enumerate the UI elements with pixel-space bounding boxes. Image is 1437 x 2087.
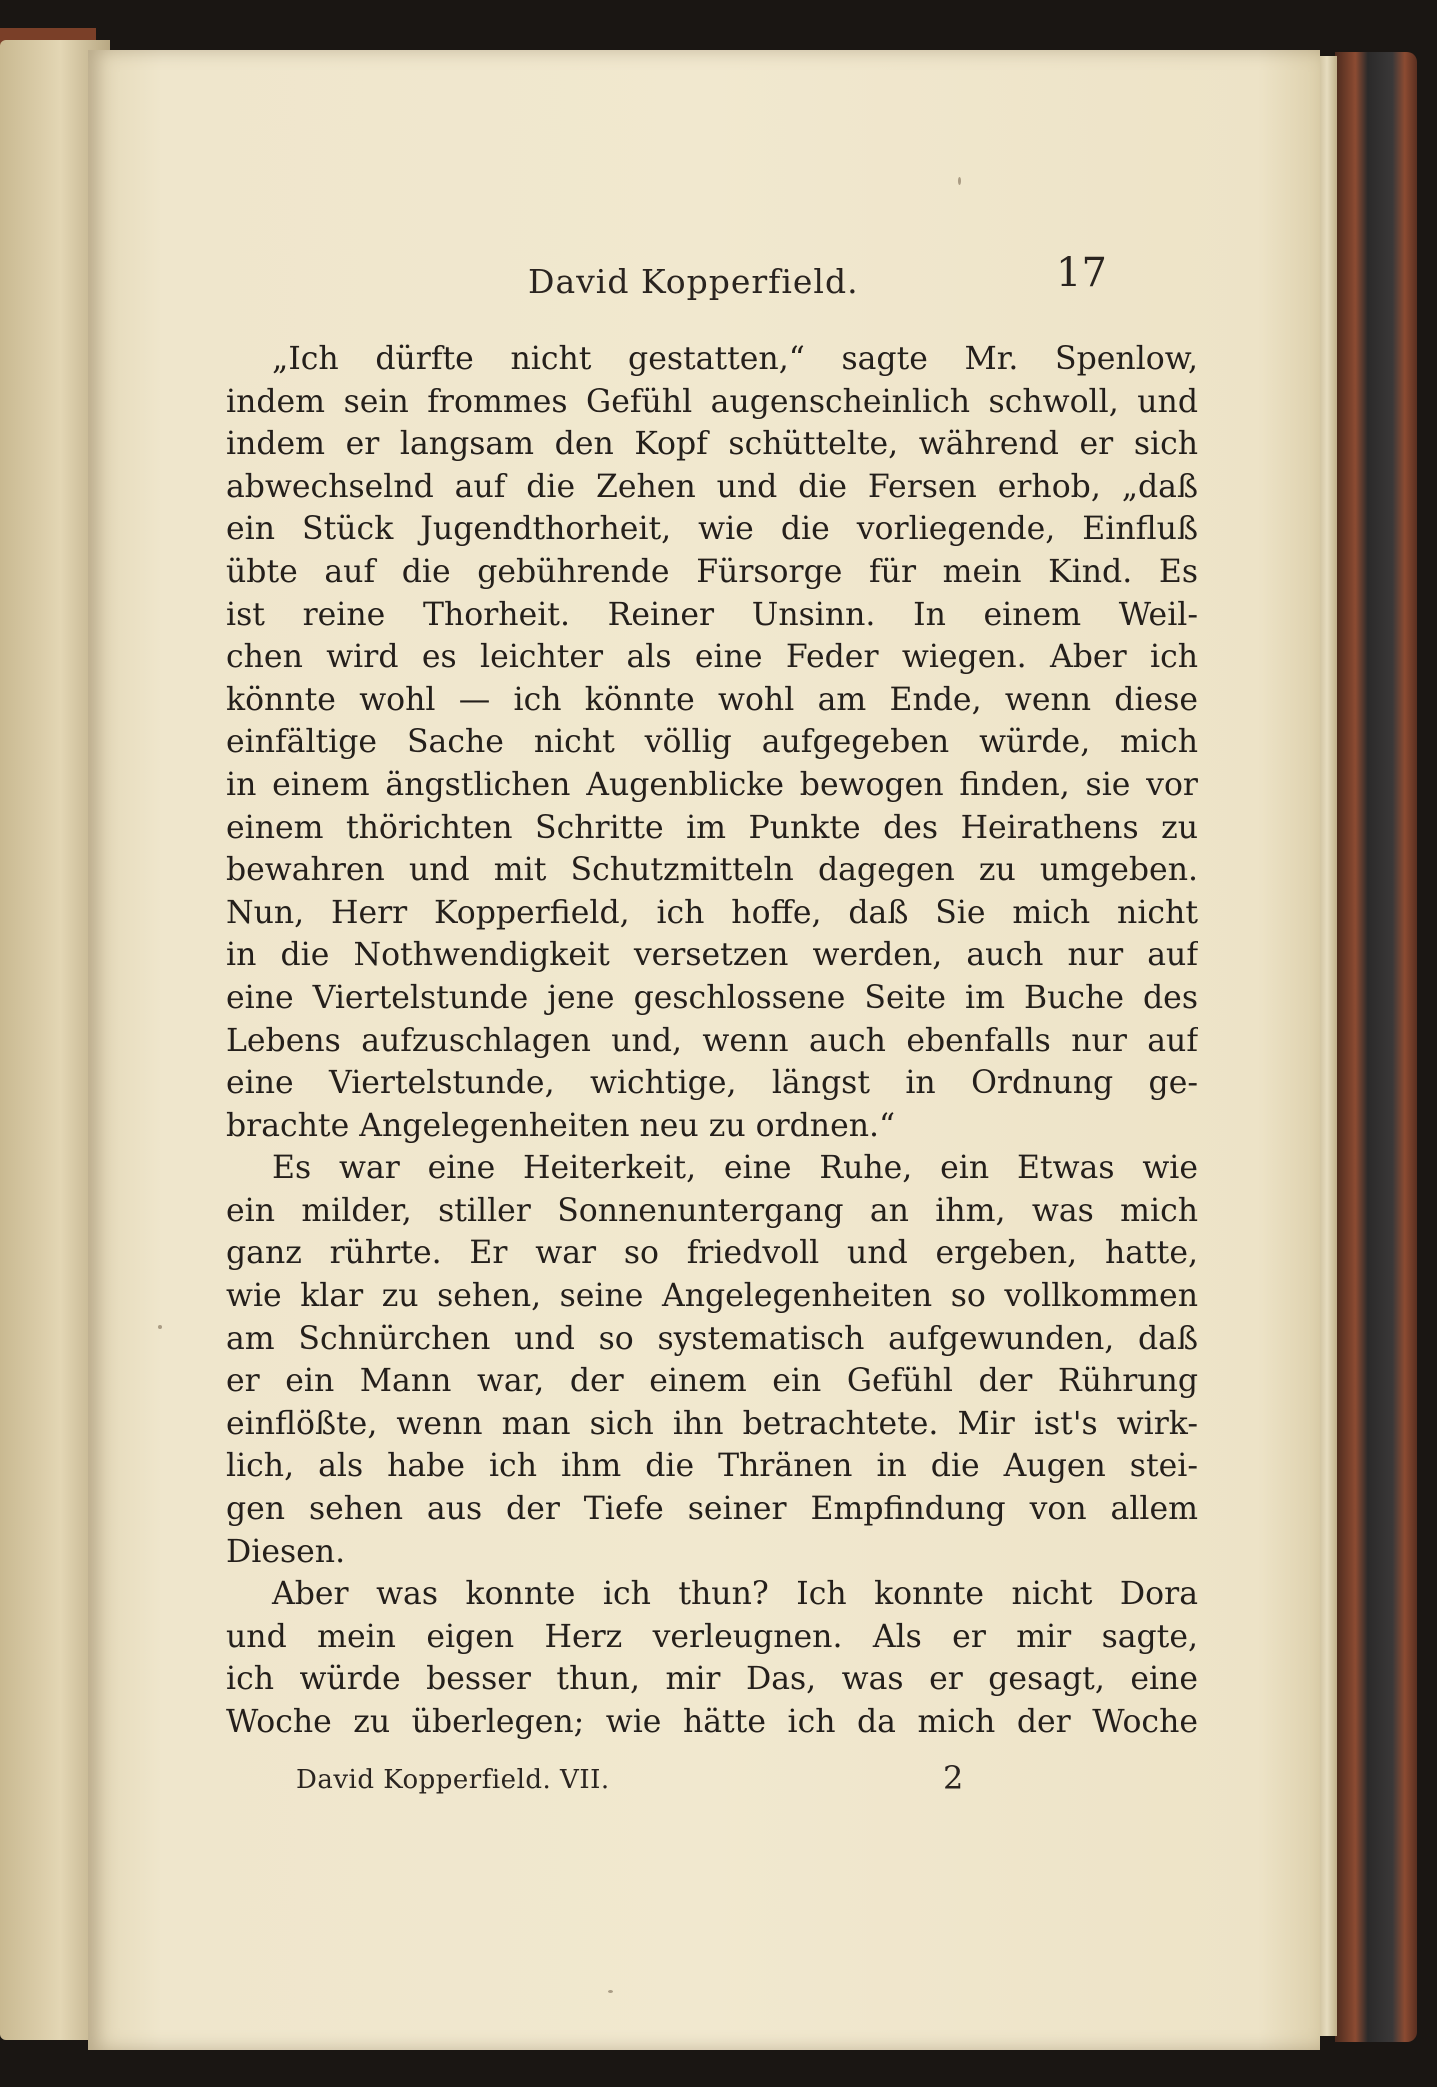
text-line: er ein Mann war, der einem ein Gefühl der Rührung <box>226 1363 1198 1400</box>
text-line: ein Stück Jugendthorheit, wie die vorliegende, Einfluß <box>226 511 1198 548</box>
body-text <box>226 338 1198 1744</box>
text-line: Woche zu überlegen; wie hätte ich da mich der Woche <box>226 1704 1198 1740</box>
text-line: Nun, Herr Kopperfield, ich hoffe, daß Sie mich nicht <box>226 894 1198 931</box>
text-line: bewahren und mit Schutzmitteln dagegen zu umgeben. <box>226 852 1198 889</box>
text-line: „Ich dürfte nicht gestatten,“ sagte Mr. Spenlow, <box>272 341 1198 377</box>
text-line: indem sein frommes Gefühl augenscheinlich schwoll, und <box>226 383 1198 420</box>
page-stack-edge <box>1317 56 1337 2036</box>
text-line: einflößte, wenn man sich ihn betrachtete. Mir ist's wirk- <box>226 1405 1198 1442</box>
text-line: eine Viertelstunde, wichtige, längst in Ordnung ge- <box>226 1065 1198 1102</box>
text-line: lich, als habe ich ihm die Thränen in die Augen stei- <box>226 1448 1198 1485</box>
text-line: könnte wohl — ich könnte wohl am Ende, wenn diese <box>226 681 1198 718</box>
page-header <box>88 250 1320 310</box>
text-line: eine Viertelstunde jene geschlossene Seite im Buche des <box>226 979 1198 1016</box>
text-line: chen wird es leichter als eine Feder wiegen. Aber ich <box>226 639 1198 676</box>
page-footer <box>88 1757 1320 1807</box>
text-line: ich würde besser thun, mir Das, was er gesagt, eine <box>226 1661 1198 1698</box>
text-line: übte auf die gebührende Fürsorge für mein Kind. Es <box>226 553 1198 590</box>
sheet-number: 2 <box>943 1759 964 1797</box>
printer-signature: David Kopperfield. VII. <box>296 1765 610 1795</box>
text-line: einem thörichten Schritte im Punkte des Heirathens zu <box>226 809 1198 846</box>
text-line: einfältige Sache nicht völlig aufgegeben würde, mich <box>226 724 1198 761</box>
text-line: und mein eigen Herz verleugnen. Als er mir sagte, <box>226 1618 1198 1655</box>
text-line: am Schnürchen und so systematisch aufgewunden, daß <box>226 1320 1198 1357</box>
text-line: ganz rührte. Er war so friedvoll und ergeben, hatte, <box>226 1235 1198 1272</box>
paper-speck <box>958 177 961 185</box>
page-number: 17 <box>1056 250 1107 296</box>
text-line: ein milder, stiller Sonnenuntergang an ihm, was mich <box>226 1192 1198 1229</box>
text-line: abwechselnd auf die Zehen und die Fersen erhob, „daß <box>226 468 1198 505</box>
text-line: Aber was konnte ich thun? Ich konnte nicht Dora <box>272 1576 1198 1613</box>
paper-speck <box>608 1990 613 1993</box>
text-line: Diesen. <box>226 1533 346 1570</box>
book-page <box>88 50 1320 2050</box>
text-line: indem er langsam den Kopf schüttelte, während er sich <box>226 426 1198 463</box>
text-line: gen sehen aus der Tiefe seiner Empfindung von allem <box>226 1491 1198 1528</box>
text-line: Es war eine Heiterkeit, eine Ruhe, ein Etwas wie <box>272 1150 1198 1187</box>
text-line: wie klar zu sehen, seine Angelegenheiten so vollkommen <box>226 1278 1198 1315</box>
running-title: David Kopperfield. <box>528 262 859 301</box>
text-line: ist reine Thorheit. Reiner Unsinn. In einem Weil- <box>226 596 1198 633</box>
book-cover-edge <box>1335 52 1417 2042</box>
text-line: brachte Angelegenheiten neu zu ordnen.“ <box>226 1107 896 1144</box>
text-line: in die Nothwendigkeit versetzen werden, auch nur auf <box>226 937 1198 974</box>
text-line: Lebens aufzuschlagen und, wenn auch ebenfalls nur auf <box>226 1022 1198 1059</box>
paper-speck <box>158 1325 162 1329</box>
text-line: in einem ängstlichen Augenblicke bewogen finden, sie vor <box>226 766 1198 803</box>
